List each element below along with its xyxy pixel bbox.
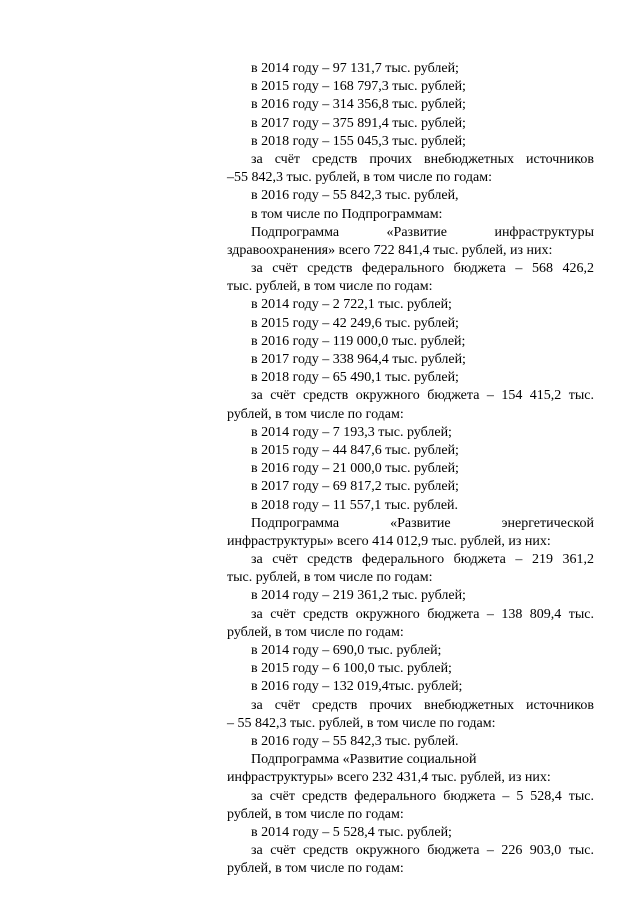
text-line: в 2014 году – 2 722,1 тыс. рублей; bbox=[251, 297, 452, 313]
text-line: здравоохранения» всего 722 841,4 тыс. рублей, из них: bbox=[227, 242, 553, 258]
text-line: в 2018 году – 155 045,3 тыс. рублей; bbox=[251, 133, 466, 149]
text-line: рублей, в том числе по годам: bbox=[227, 406, 404, 422]
text-line: в 2018 году – 65 490,1 тыс. рублей; bbox=[251, 370, 459, 386]
text-line: Подпрограмма «Развитие социальной bbox=[251, 752, 477, 768]
text-line: за счёт средств федерального бюджета – 219 361,2 bbox=[251, 552, 594, 568]
text-line: в 2017 году – 338 964,4 тыс. рублей; bbox=[251, 352, 466, 367]
text-line: Подпрограмма «Развитие энергетической bbox=[251, 515, 594, 531]
text-line: в 2016 году – 55 842,3 тыс. рублей. bbox=[251, 733, 459, 749]
text-line: в 2018 году – 11 557,1 тыс. рублей. bbox=[251, 497, 459, 513]
text-line: за счёт средств окружного бюджета – 154 415,2 тыс. bbox=[251, 388, 594, 404]
text-line: в 2015 году – 168 797,3 тыс. рублей; bbox=[251, 79, 466, 95]
text-line: Подпрограмма «Развитие инфраструктуры bbox=[251, 224, 594, 240]
text-line: рублей, в том числе по годам: bbox=[227, 861, 404, 877]
text-line: в 2014 году – 5 528,4 тыс. рублей; bbox=[251, 824, 452, 840]
text-line: в 2017 году – 375 891,4 тыс. рублей; bbox=[251, 115, 466, 131]
text-line: в 2016 году – 132 019,4тыс. рублей; bbox=[251, 679, 463, 695]
text-line: в 2015 году – 6 100,0 тыс. рублей; bbox=[251, 661, 452, 677]
text-line: в том числе по Подпрограммам: bbox=[251, 206, 443, 222]
text-line: инфраструктуры» всего 414 012,9 тыс. рублей, из них: bbox=[227, 533, 551, 549]
text-line: тыс. рублей, в том числе по годам: bbox=[227, 570, 433, 586]
text-line: в 2015 году – 44 847,6 тыс. рублей; bbox=[251, 442, 459, 458]
text-line: за счёт средств прочих внебюджетных источников bbox=[251, 697, 594, 713]
text-line: в 2016 году – 314 356,8 тыс. рублей; bbox=[251, 97, 466, 113]
text-line: –55 842,3 тыс. рублей, в том числе по годам: bbox=[227, 170, 492, 186]
text-line: в 2015 году – 42 249,6 тыс. рублей; bbox=[251, 315, 459, 331]
text-line: за счёт средств прочих внебюджетных источников bbox=[251, 151, 594, 167]
text-line: рублей, в том числе по годам: bbox=[227, 806, 404, 822]
text-line: за счёт средств окружного бюджета – 138 809,4 тыс. bbox=[251, 606, 594, 622]
document-page bbox=[227, 60, 594, 878]
text-line: в 2014 году – 97 131,7 тыс. рублей; bbox=[251, 61, 459, 76]
text-line: за счёт средств федерального бюджета – 5 528,4 тыс. bbox=[251, 788, 594, 804]
text-line: инфраструктуры» всего 232 431,4 тыс. рублей, из них: bbox=[227, 770, 551, 786]
text-line: за счёт средств федерального бюджета – 568 426,2 bbox=[251, 261, 594, 277]
text-line: за счёт средств окружного бюджета – 226 903,0 тыс. bbox=[251, 843, 594, 859]
text-line: – 55 842,3 тыс. рублей, в том числе по годам: bbox=[227, 715, 496, 731]
text-line: в 2014 году – 219 361,2 тыс. рублей; bbox=[251, 588, 466, 604]
text-line: в 2016 году – 21 000,0 тыс. рублей; bbox=[251, 461, 459, 477]
text-line: тыс. рублей, в том числе по годам: bbox=[227, 279, 433, 295]
text-line: в 2014 году – 690,0 тыс. рублей; bbox=[251, 643, 442, 658]
text-line: в 2016 году – 119 000,0 тыс. рублей; bbox=[251, 333, 466, 349]
text-line: в 2017 году – 69 817,2 тыс. рублей; bbox=[251, 479, 459, 495]
text-line: в 2016 году – 55 842,3 тыс. рублей, bbox=[251, 188, 459, 204]
text-line: рублей, в том числе по годам: bbox=[227, 624, 404, 640]
text-line: в 2014 году – 7 193,3 тыс. рублей; bbox=[251, 424, 452, 440]
